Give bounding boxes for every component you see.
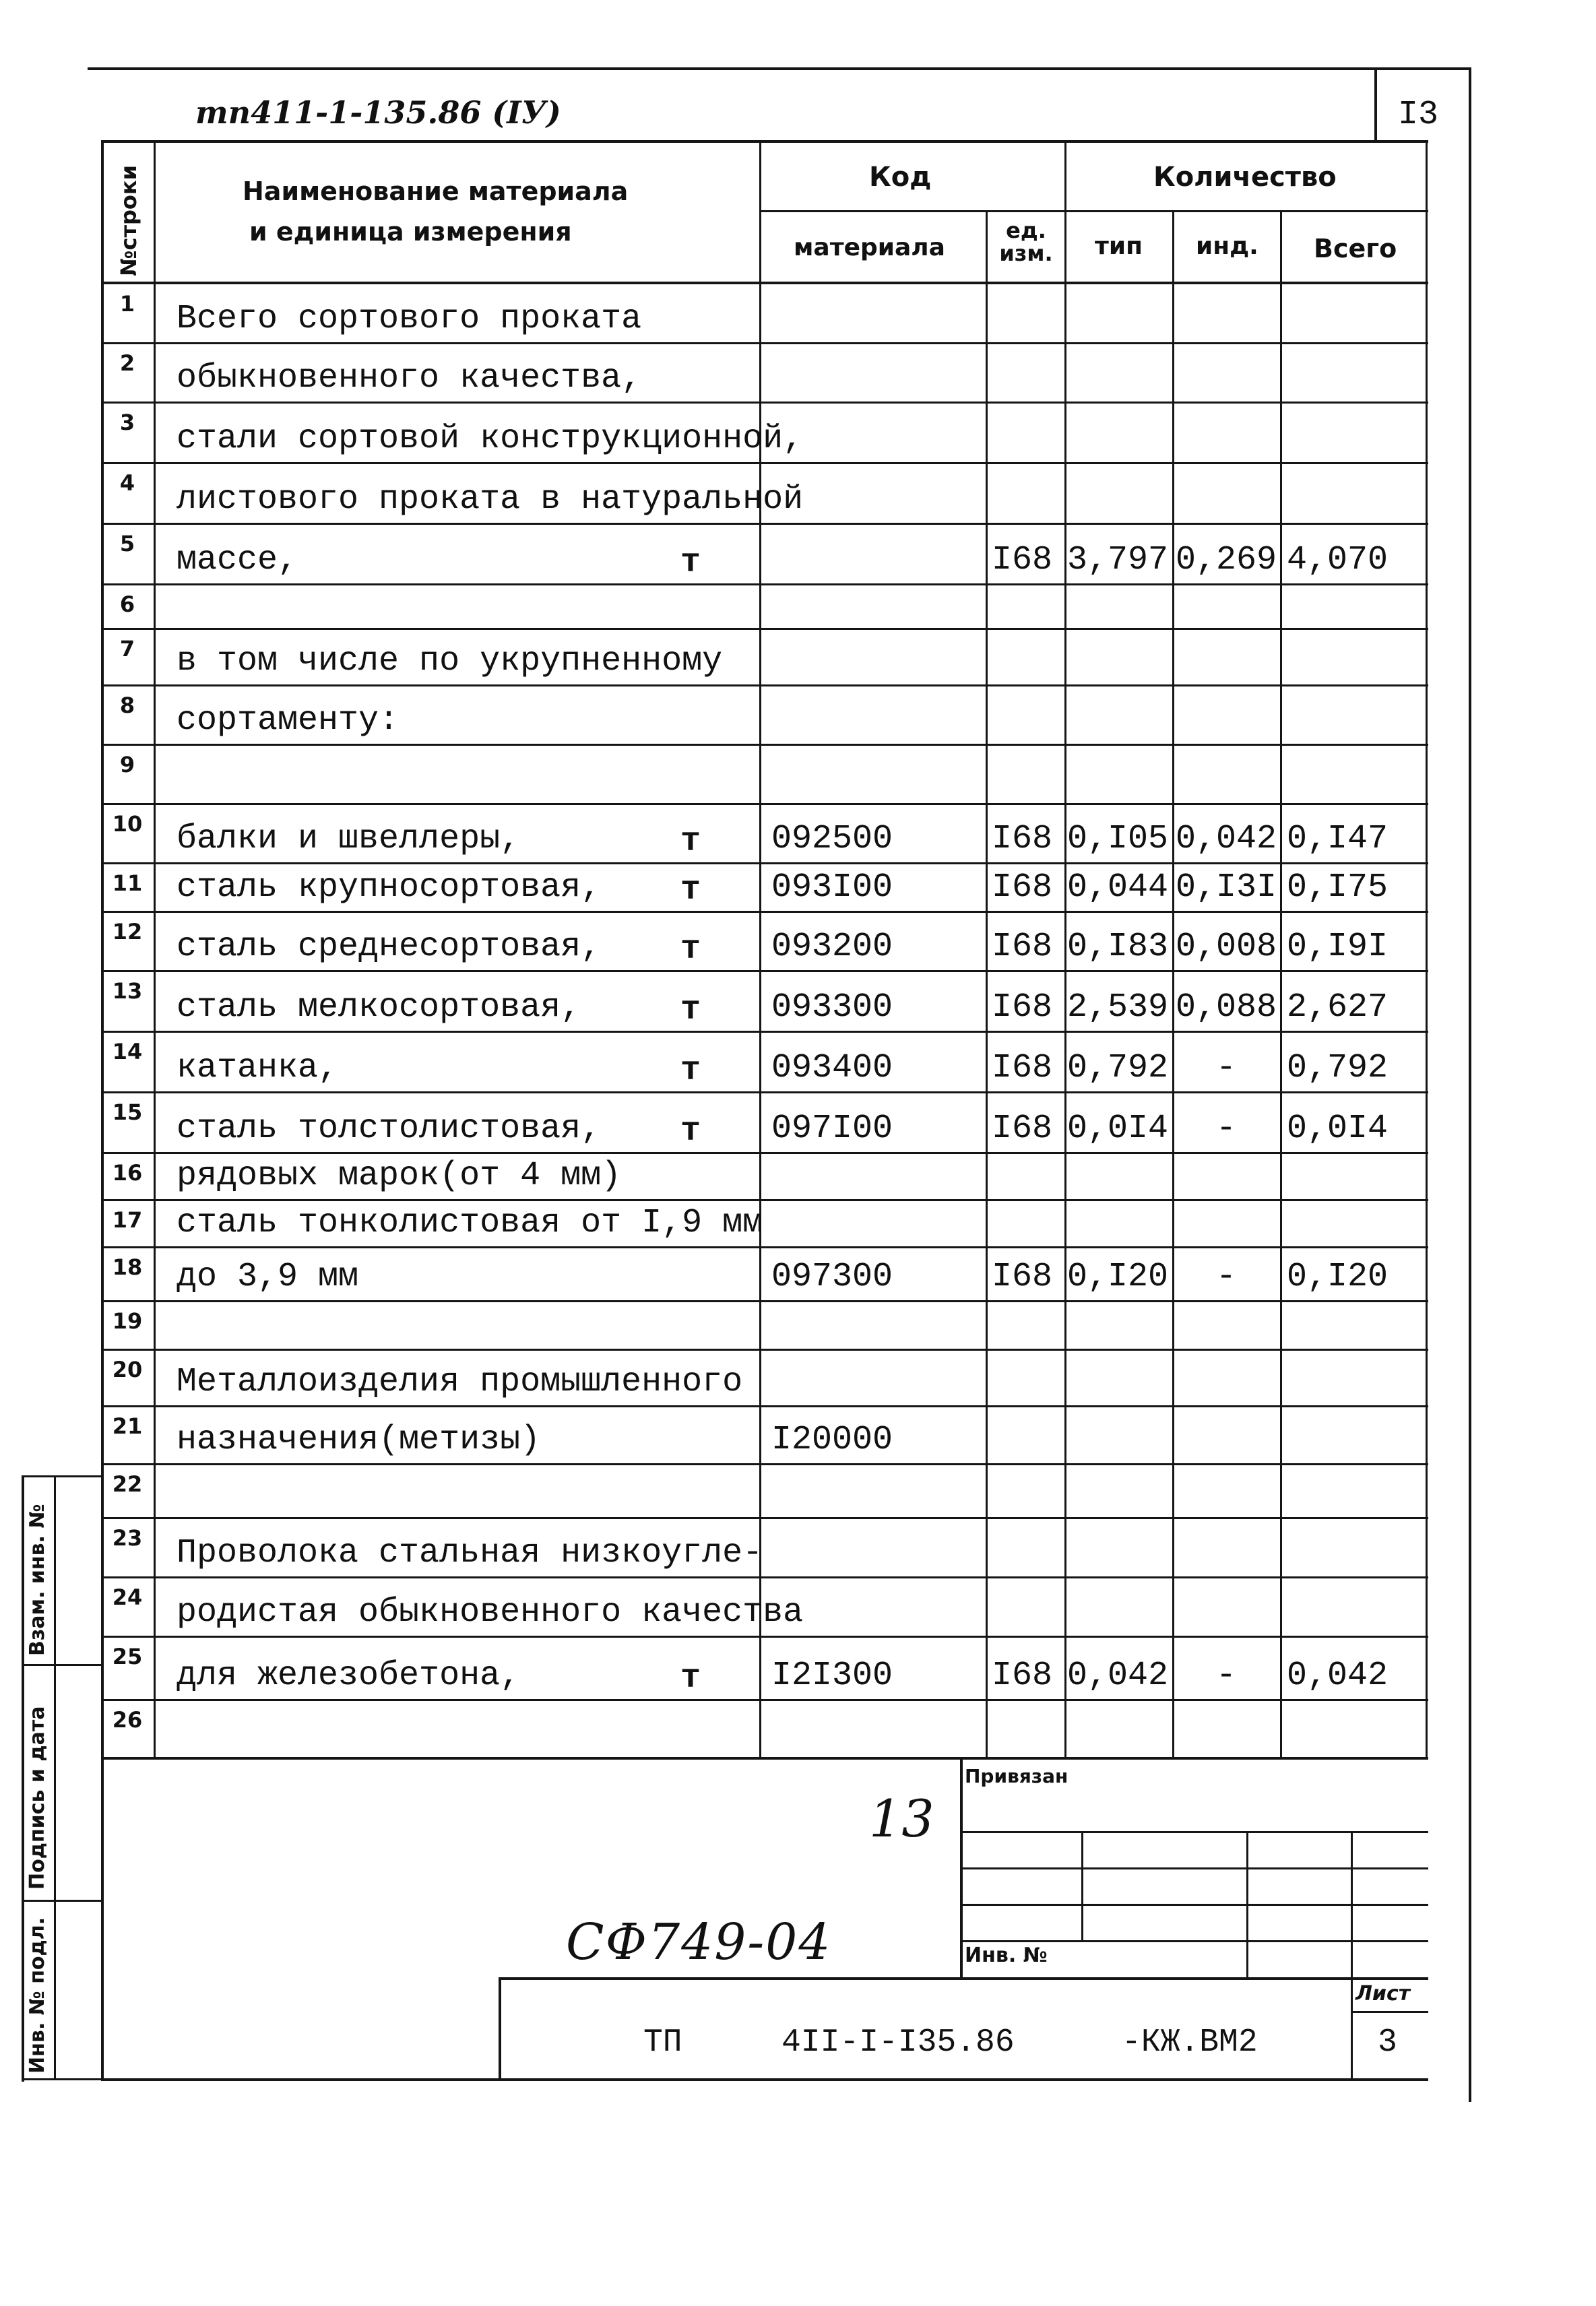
unit-label: т <box>680 991 701 1029</box>
row-number: 5 <box>119 531 135 556</box>
material-name: сталь мелкосортовая, <box>177 988 581 1027</box>
unit-code: I68 <box>992 1657 1053 1695</box>
row-divider <box>101 1517 1428 1519</box>
qty-group-header: Количество <box>1153 162 1337 193</box>
row-divider <box>101 744 1428 746</box>
qty-type: 0,0I4 <box>1067 1110 1169 1148</box>
bound-vline-1 <box>1081 1831 1083 1940</box>
name-header-line1: Наименование материала <box>243 177 629 206</box>
sheet-label: Лист <box>1355 1982 1411 2006</box>
material-code: 097300 <box>771 1258 893 1296</box>
row-divider <box>101 583 1428 585</box>
material-name: Всего сортового проката <box>177 300 642 338</box>
material-name: в том числе по укрупненному <box>177 642 723 680</box>
material-name: сталь крупносортовая, <box>177 868 602 907</box>
side-margin-bottom-line <box>22 2078 102 2080</box>
top-border <box>88 67 1469 70</box>
qty-total: 0,042 <box>1287 1657 1388 1695</box>
row-number: 11 <box>112 870 143 896</box>
bound-vline-3 <box>1351 1831 1353 2078</box>
inv-label: Инв. № <box>965 1944 1048 1967</box>
unit-code: I68 <box>992 541 1053 579</box>
row-number: 24 <box>112 1584 143 1610</box>
unit-code: I68 <box>992 1049 1053 1087</box>
row-divider <box>101 684 1428 686</box>
side-margin-top-line <box>22 1475 102 1477</box>
qty-ind: - <box>1215 1110 1236 1148</box>
bound-line-2 <box>960 1867 1428 1869</box>
row-number: 20 <box>112 1357 143 1382</box>
material-code: 093200 <box>771 928 893 966</box>
sheet-number: I3 <box>1398 96 1439 134</box>
material-name: балки и швеллеры, <box>177 820 521 858</box>
material-name: сталь толстолистовая, <box>177 1110 602 1148</box>
row-number: 2 <box>119 350 135 376</box>
side-label-sign-date: Подпись и дата <box>26 1706 49 1890</box>
side-label-replaced-inv: Взам. инв. № <box>26 1504 49 1656</box>
row-number: 12 <box>112 919 143 944</box>
material-name: Проволока стальная низкоугле- <box>177 1534 763 1572</box>
qty-ind: 0,042 <box>1176 820 1277 858</box>
unit-code: I68 <box>992 820 1053 858</box>
col-line-ind <box>1172 210 1174 1758</box>
row-divider <box>101 1349 1428 1351</box>
qty-total: 4,070 <box>1287 541 1388 579</box>
material-name: родистая обыкновенного качества <box>177 1593 804 1632</box>
doc-number: 4II-I-I35.86 <box>781 2024 1015 2061</box>
col-line-right <box>1426 140 1428 1758</box>
qty-ind: 0,008 <box>1176 928 1277 966</box>
qty-total: 2,627 <box>1287 988 1388 1027</box>
row-divider <box>101 402 1428 404</box>
unit-code: I68 <box>992 988 1053 1027</box>
unit-label: т <box>680 1052 701 1090</box>
row-divider <box>101 862 1428 864</box>
qty-type: 0,I83 <box>1067 928 1169 966</box>
row-divider <box>101 628 1428 630</box>
material-name: назначения(метизы) <box>177 1421 541 1459</box>
material-name: Металлоизделия промышленного <box>177 1363 743 1401</box>
row-divider <box>101 1031 1428 1033</box>
row-divider <box>101 1576 1428 1578</box>
row-number: 10 <box>112 811 143 837</box>
title-block-top-line <box>499 1977 1428 1980</box>
bound-line-4 <box>960 1940 1428 1942</box>
material-name: сортаменту: <box>177 701 400 740</box>
unit-code: I68 <box>992 1110 1053 1148</box>
unit-code: I68 <box>992 1258 1053 1296</box>
row-divider <box>101 1463 1428 1465</box>
row-number: 3 <box>119 410 135 435</box>
unit-label: т <box>680 823 701 861</box>
page-bottom-line <box>101 2078 1428 2081</box>
material-code: 097I00 <box>771 1110 893 1148</box>
side-margin-inner-line <box>54 1475 56 2080</box>
row-number: 26 <box>112 1707 143 1733</box>
sheet-value: 3 <box>1378 2024 1397 2061</box>
doc-suffix: -КЖ.ВМ2 <box>1122 2024 1258 2061</box>
material-name: стали сортовой конструкционной, <box>177 420 804 458</box>
row-number: 15 <box>112 1099 143 1125</box>
col-line-rownum <box>154 140 156 1758</box>
row-number: 17 <box>112 1207 143 1233</box>
row-number: 16 <box>112 1160 143 1186</box>
row-number: 6 <box>119 591 135 617</box>
row-number: 25 <box>112 1644 143 1669</box>
material-name: катанка, <box>177 1049 339 1087</box>
type-col-header: тип <box>1095 232 1143 260</box>
code-group-header: Код <box>869 162 932 193</box>
total-col-header: Всего <box>1314 234 1397 263</box>
side-margin-divider-1 <box>22 1664 102 1666</box>
qty-type: 0,042 <box>1067 1657 1169 1695</box>
row-number: 14 <box>112 1039 143 1064</box>
row-number: 7 <box>119 636 135 662</box>
qty-ind: - <box>1215 1657 1236 1695</box>
qty-ind: 0,269 <box>1176 541 1277 579</box>
row-number: 13 <box>112 978 143 1004</box>
material-code: 093300 <box>771 988 893 1027</box>
doc-prefix: ТП <box>643 2024 682 2061</box>
qty-total: 0,I9I <box>1287 928 1388 966</box>
row-divider <box>101 1405 1428 1407</box>
sheet-box-left-border <box>1374 67 1377 141</box>
material-col-header: материала <box>794 234 945 261</box>
unit-label: т <box>680 1112 701 1151</box>
row-number: 21 <box>112 1413 143 1439</box>
subheader-line <box>761 210 1428 212</box>
qty-ind: - <box>1215 1258 1236 1296</box>
side-label-original-inv: Инв. № подл. <box>26 1917 49 2074</box>
row-divider <box>101 523 1428 525</box>
col-line-total <box>1280 210 1282 1758</box>
unit-col-header: ед. изм. <box>999 218 1053 266</box>
unit-label: т <box>680 871 701 909</box>
qty-type: 2,539 <box>1067 988 1169 1027</box>
col-line-code <box>759 140 761 1758</box>
header-bottom-line <box>101 282 1428 284</box>
material-code: I2I300 <box>771 1657 893 1695</box>
material-name: сталь тонколистовая от I,9 мм <box>177 1204 763 1242</box>
bound-line-3 <box>960 1904 1428 1906</box>
qty-total: 0,I47 <box>1287 820 1388 858</box>
qty-type: 0,792 <box>1067 1049 1169 1087</box>
side-margin-divider-2 <box>22 1900 102 1902</box>
row-number: 23 <box>112 1525 143 1551</box>
name-header-line2: и единица измерения <box>249 217 572 247</box>
row-divider <box>101 1152 1428 1154</box>
qty-type: 0,I05 <box>1067 820 1169 858</box>
qty-type: 0,044 <box>1067 868 1169 907</box>
row-divider <box>101 803 1428 805</box>
ind-col-header: инд. <box>1196 232 1258 260</box>
col-line-unit <box>986 210 988 1758</box>
material-name: обыкновенного качества, <box>177 359 642 397</box>
row-number-header: №строки <box>116 164 141 276</box>
row-divider <box>101 970 1428 972</box>
qty-type: 0,I20 <box>1067 1258 1169 1296</box>
row-divider <box>101 1699 1428 1701</box>
unit-code: I68 <box>992 928 1053 966</box>
row-divider <box>101 1091 1428 1093</box>
row-number: 4 <box>119 470 135 496</box>
unit-label: т <box>680 1659 701 1698</box>
material-name: для железобетона, <box>177 1657 521 1695</box>
unit-label: т <box>680 930 701 969</box>
row-divider <box>101 1300 1428 1302</box>
table-top-line <box>101 140 1428 143</box>
table-bottom-line <box>101 1757 1428 1760</box>
doc-code-header: тп411-1-135.86 (IУ) <box>195 94 561 131</box>
side-margin-left-line <box>22 1475 24 2082</box>
qty-total: 0,I75 <box>1287 868 1388 907</box>
qty-total: 0,0I4 <box>1287 1110 1388 1148</box>
material-name: рядовых марок(от 4 мм) <box>177 1157 622 1195</box>
row-number: 8 <box>119 693 135 718</box>
qty-ind: - <box>1215 1049 1236 1087</box>
bound-vline-2 <box>1246 1831 1248 1977</box>
qty-ind: 0,088 <box>1176 988 1277 1027</box>
row-divider <box>101 342 1428 344</box>
qty-total: 0,I20 <box>1287 1258 1388 1296</box>
qty-total: 0,792 <box>1287 1049 1388 1087</box>
row-number: 1 <box>119 291 135 317</box>
right-border <box>1469 67 1471 2102</box>
row-divider <box>101 1636 1428 1638</box>
material-name: до 3,9 мм <box>177 1258 359 1296</box>
material-code: I20000 <box>771 1421 893 1459</box>
row-divider <box>101 462 1428 464</box>
unit-code: I68 <box>992 868 1053 907</box>
bound-label: Привязан <box>965 1765 1068 1787</box>
row-divider <box>101 911 1428 913</box>
material-code: 093400 <box>771 1049 893 1087</box>
sheet-label-line <box>1351 2011 1428 2013</box>
qty-type: 3,797 <box>1067 541 1169 579</box>
material-code: 092500 <box>771 820 893 858</box>
row-divider <box>101 1199 1428 1201</box>
material-name: сталь среднесортовая, <box>177 928 602 966</box>
unit-label: т <box>680 544 701 582</box>
row-divider <box>101 1246 1428 1248</box>
material-code: 093I00 <box>771 868 893 907</box>
title-block-left-line <box>499 1977 501 2080</box>
handwritten-page-number: 13 <box>869 1789 934 1849</box>
material-name: листового проката в натуральной <box>177 480 804 519</box>
handwritten-code: СФ749-04 <box>566 1913 832 1971</box>
row-number: 18 <box>112 1254 143 1280</box>
material-name: массе, <box>177 541 298 579</box>
row-number: 22 <box>112 1471 143 1497</box>
col-line-type <box>1064 140 1066 1758</box>
row-number: 9 <box>119 752 135 777</box>
bound-line-1 <box>960 1831 1428 1833</box>
row-number: 19 <box>112 1308 143 1334</box>
qty-ind: 0,I3I <box>1176 868 1277 907</box>
